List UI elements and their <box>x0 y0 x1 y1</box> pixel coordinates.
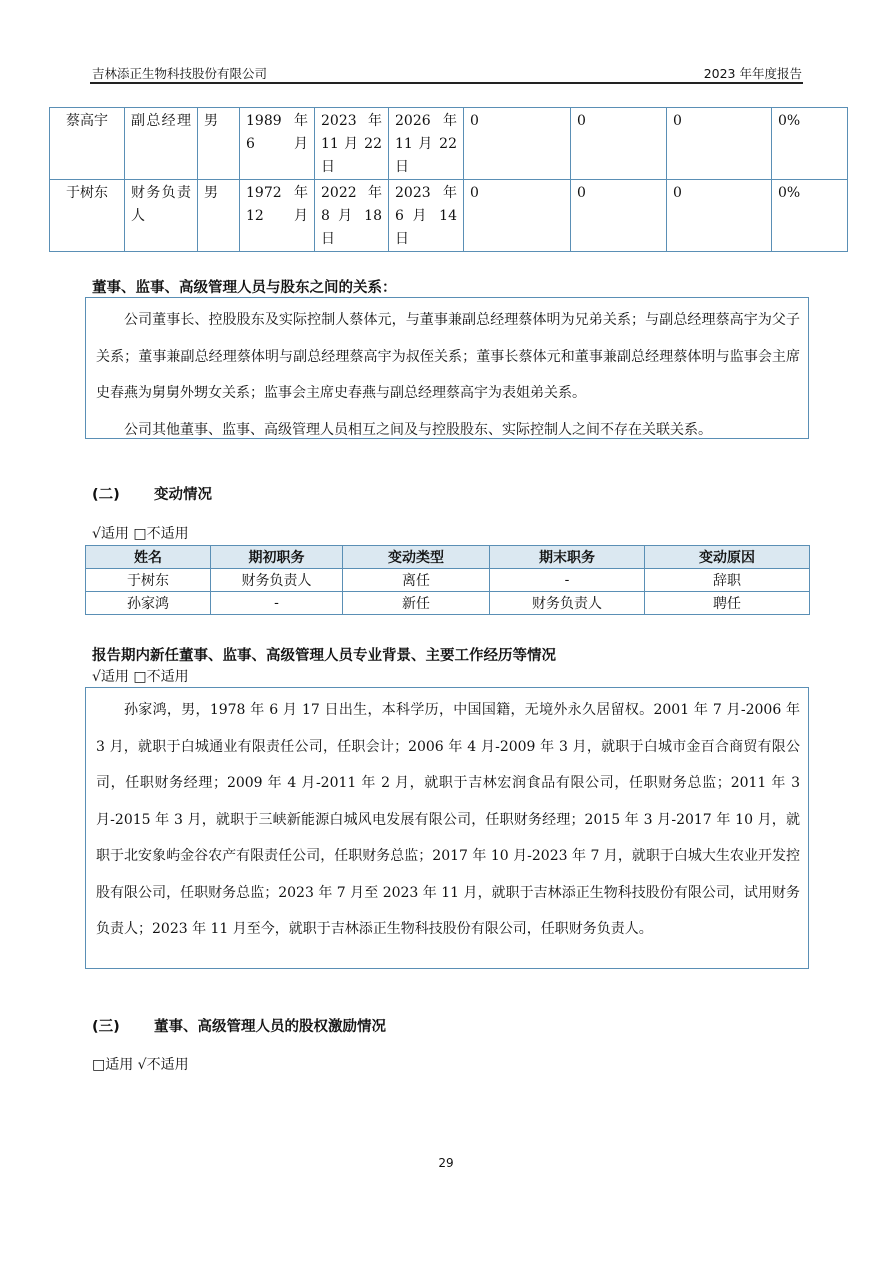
bio-paragraph: 孙家鸿，男，1978 年 6 月 17 日出生，本科学历，中国国籍，无境外永久居留权。2001 年 7 月-2006 年 3 月，就职于白城通业有限责任公司，任职会计；2006 年 4 月-2009 年 3 月，就职于白城市金百合商贸有限公司，任职财务经理；2009 年 4 月-2011 年 2 月，就职于吉林宏润食品有限公司，任职财务总监；2011 年 3 月-2015 年 3 月，就职于三峡新能源白城风电发展有限公司，任职财务经理；2015 年 3 月-2017 年 10 月，就职于北安象屿金谷农产有限责任公司，任职财务总监；2017 年 10 月-2023 年 7 月，就职于白城大生农业开发控股有限公司，任职财务总监；2023 年 7 月至 2023 年 11 月，就职于吉林添正生物科技股份有限公司，试用财务负责人；2023 年 11 月至今，就职于吉林添正生物科技股份有限公司，任职财务负责人。 <box>96 702 800 937</box>
management-table <box>49 107 848 252</box>
section-title: 董事、高级管理人员的股权激励情况 <box>154 1019 386 1035</box>
table-cell: 离任 <box>343 569 490 592</box>
relations-box <box>85 297 809 439</box>
header-report-title: 2023 年年度报告 <box>703 66 802 81</box>
cell-title: 副总经理 <box>125 108 198 180</box>
table-row <box>50 108 848 180</box>
applicability-indicator: √适用 □不适用 <box>92 669 189 685</box>
cell-term-end: 2023 年 6 月 14 日 <box>389 180 464 252</box>
section-number: (二) <box>92 487 120 503</box>
table-cell: 财务负责人 <box>490 592 645 615</box>
cell-name: 蔡高宇 <box>50 108 125 180</box>
cell-term-start: 2022 年 8 月 18 日 <box>315 180 389 252</box>
cell-term-end: 2026 年 11 月 22 日 <box>389 108 464 180</box>
table-cell: 聘任 <box>645 592 810 615</box>
column-header: 变动原因 <box>645 546 810 569</box>
cell-percent: 0% <box>772 108 848 180</box>
table-row <box>86 569 810 592</box>
cell-value: 0 <box>464 180 571 252</box>
change-table <box>85 545 810 615</box>
table-cell: 辞职 <box>645 569 810 592</box>
cell-value: 0 <box>464 108 571 180</box>
table-cell: 新任 <box>343 592 490 615</box>
table-header-row <box>86 546 810 569</box>
applicability-indicator: √适用 □不适用 <box>92 526 189 542</box>
column-header: 变动类型 <box>343 546 490 569</box>
cell-gender: 男 <box>198 180 240 252</box>
relations-heading: 董事、监事、高级管理人员与股东之间的关系： <box>92 280 397 296</box>
column-header: 期末职务 <box>490 546 645 569</box>
cell-percent: 0% <box>772 180 848 252</box>
cell-term-start: 2023 年 11 月 22 日 <box>315 108 389 180</box>
cell-name: 于树东 <box>50 180 125 252</box>
header-company: 吉林添正生物科技股份有限公司 <box>92 66 268 81</box>
cell-gender: 男 <box>198 108 240 180</box>
applicability-indicator: □适用 √不适用 <box>92 1057 189 1073</box>
table-row <box>50 180 848 252</box>
section-heading <box>92 1015 386 1036</box>
cell-birth: 1989 年 6 月 <box>240 108 315 180</box>
cell-value: 0 <box>667 108 772 180</box>
cell-value: 0 <box>571 180 667 252</box>
column-header: 姓名 <box>86 546 211 569</box>
section-number: (三) <box>92 1019 120 1035</box>
section-title: 变动情况 <box>154 487 212 503</box>
new-officers-heading: 报告期内新任董事、监事、高级管理人员专业背景、主要工作经历等情况 <box>92 648 556 664</box>
table-cell: 孙家鸿 <box>86 592 211 615</box>
cell-value: 0 <box>667 180 772 252</box>
cell-title: 财务负责人 <box>125 180 198 252</box>
header-divider <box>90 82 803 84</box>
section-heading <box>92 483 212 504</box>
column-header: 期初职务 <box>211 546 343 569</box>
page-number: 29 <box>438 1156 454 1170</box>
table-cell: - <box>490 569 645 592</box>
cell-birth: 1972 年 12 月 <box>240 180 315 252</box>
bio-box <box>85 687 809 969</box>
table-cell: - <box>211 592 343 615</box>
relations-paragraph: 公司董事长、控股股东及实际控制人蔡体元，与董事兼副总经理蔡体明为兄弟关系；与副总经理蔡高宇为父子关系；董事兼副总经理蔡体明与副总经理蔡高宇为叔侄关系；董事长蔡体元和董事兼副总经理蔡体明与监事会主席史春燕为舅舅外甥女关系；监事会主席史春燕与副总经理蔡高宇为表姐弟关系。 <box>96 312 800 401</box>
table-cell: 于树东 <box>86 569 211 592</box>
relations-paragraph: 公司其他董事、监事、高级管理人员相互之间及与控股股东、实际控制人之间不存在关联关系。 <box>124 421 712 438</box>
table-cell: 财务负责人 <box>211 569 343 592</box>
table-row <box>86 592 810 615</box>
cell-value: 0 <box>571 108 667 180</box>
